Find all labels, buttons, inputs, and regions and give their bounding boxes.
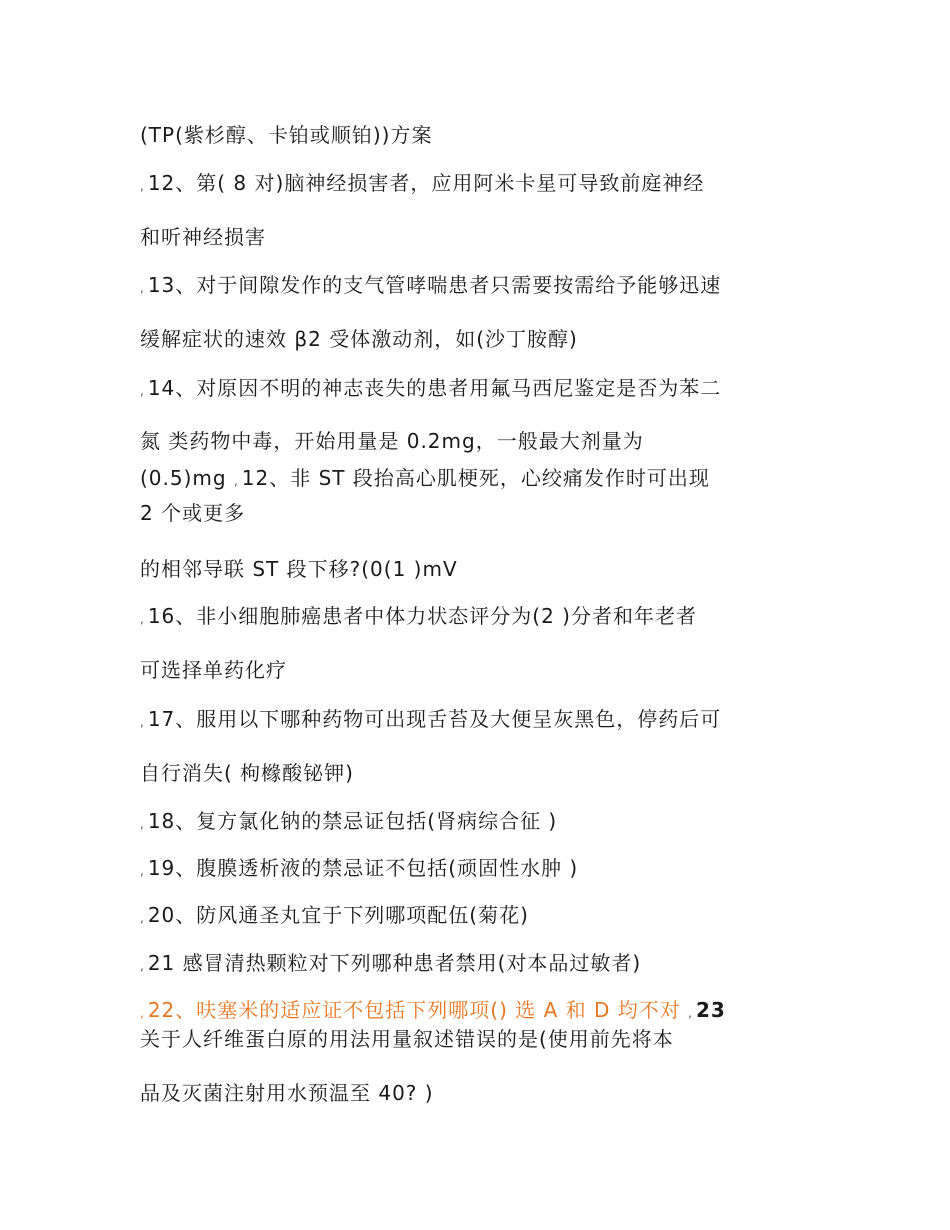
line-text: 和听神经损害: [140, 225, 266, 249]
line-text: 缓解症状的速效 β2 受体激动剂，如(沙丁胺醇): [140, 327, 578, 351]
text-line: [140, 603, 820, 632]
text-line: [140, 375, 820, 404]
line-mark: ,: [140, 179, 144, 193]
line-mark: ,: [688, 1006, 692, 1020]
line-text: 20、防风通圣丸宜于下列哪项配伍(菊花): [147, 903, 529, 927]
text-line: [140, 224, 820, 250]
line-text: 17、服用以下哪种药物可出现舌苔及大便呈灰黑色，停药后可: [147, 707, 722, 731]
text-line: [140, 500, 820, 526]
line-text: 18、复方氯化钠的禁忌证包括(肾病综合征 ): [147, 809, 558, 833]
line-text: (TP(紫杉醇、卡铂或顺铂))方案: [140, 123, 433, 147]
text-line: [140, 556, 820, 582]
line-text: 氮 类药物中毒，开始用量是 0.2mg，一般最大剂量为: [140, 429, 644, 453]
line-text: 可选择单药化疗: [140, 658, 287, 682]
text-line: [140, 272, 820, 301]
question-number: 23: [695, 998, 726, 1022]
line-text: 自行消失( 枸橼酸铋钾): [140, 761, 354, 785]
text-line-highlight: [140, 997, 820, 1026]
highlighted-text: 22、呋塞米的适应证不包括下列哪项() 选 A 和 D 均不对: [147, 998, 681, 1022]
line-mark: ,: [140, 817, 144, 831]
text-line: [140, 657, 820, 683]
line-mark: ,: [140, 864, 144, 878]
line-text: 14、对原因不明的神志丧失的患者用氟马西尼鉴定是否为苯二: [147, 376, 722, 400]
line-text: 2 个或更多: [140, 501, 246, 525]
text-line: [140, 1080, 820, 1106]
text-line: [140, 855, 820, 884]
line-text: 品及灭菌注射用水预温至 40? ): [140, 1081, 434, 1105]
text-line: [140, 706, 820, 735]
line-text: 的相邻导联 ST 段下移?(0(1 )mV: [140, 557, 458, 581]
line-mark: ,: [140, 911, 144, 925]
text-line: [140, 808, 820, 837]
text-line: [140, 326, 820, 352]
line-mark: ,: [140, 281, 144, 295]
line-mark: ,: [140, 1006, 144, 1020]
line-text: 关于人纤维蛋白原的用法用量叙述错误的是(使用前先将本: [140, 1027, 674, 1051]
line-mark: ,: [140, 715, 144, 729]
line-text: 13、对于间隙发作的支气管哮喘患者只需要按需给予能够迅速: [147, 273, 722, 297]
line-text: 19、腹膜透析液的禁忌证不包括(顽固性水肿 ): [147, 856, 579, 880]
line-mark: ,: [140, 384, 144, 398]
text-line: [140, 950, 820, 979]
text-line: [140, 170, 820, 199]
line-text: 12、第( 8 对)脑神经损害者，应用阿米卡星可导致前庭神经: [147, 171, 705, 195]
text-line: [140, 760, 820, 786]
line-mark: ,: [140, 959, 144, 973]
text-line: [140, 428, 820, 454]
text-line: [140, 902, 820, 931]
line-text: (0.5)mg: [140, 466, 227, 490]
line-text: 16、非小细胞肺癌患者中体力状态评分为(2 )分者和年老者: [147, 604, 697, 628]
line-text: 12、非 ST 段抬高心肌梗死，心绞痛发作时可出现: [241, 466, 710, 490]
text-line: [140, 465, 820, 494]
line-mark: ,: [233, 474, 238, 488]
text-line: [140, 122, 820, 148]
line-text: 21 感冒清热颗粒对下列哪种患者禁用(对本品过敏者): [147, 951, 642, 975]
line-mark: ,: [140, 612, 144, 626]
text-line: [140, 1026, 820, 1052]
